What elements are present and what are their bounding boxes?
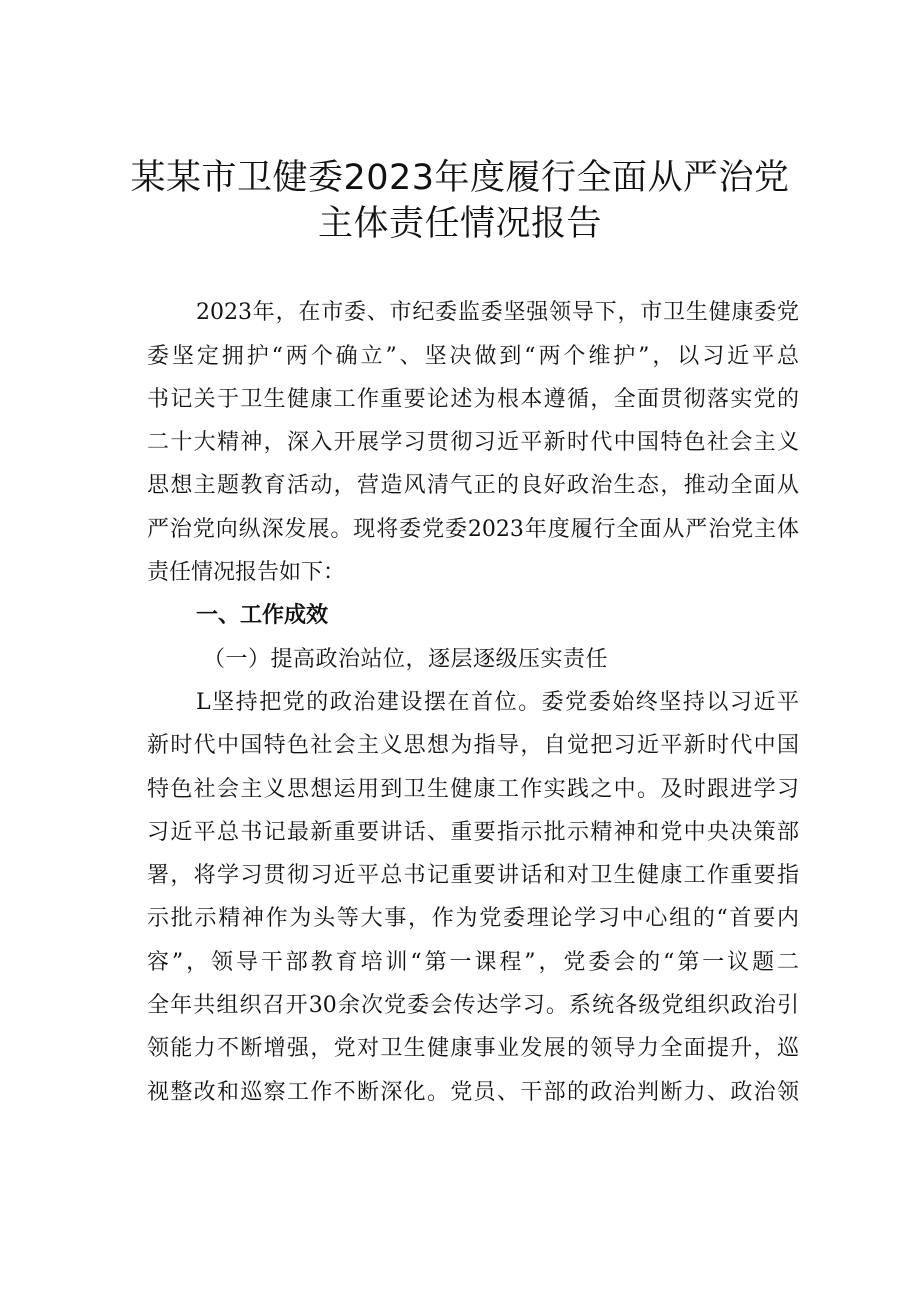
subsection-heading-political-stance: （一）提高政治站位，逐层逐级压实责任 [203, 647, 609, 672]
body-line: 示批示精神作为头等大事，作为党委理论学习中心组的“首要内 [147, 906, 799, 931]
body-line: L坚持把党的政治建设摆在首位。委党委始终坚持以习近平 [196, 690, 799, 715]
intro-line: 严治党向纵深发展。现将委党委2023年度履行全面从严治党主体 [147, 517, 799, 542]
body-line: 署，将学习贯彻习近平总书记重要讲话和对卫生健康工作重要指 [147, 863, 799, 888]
intro-line: 2023年，在市委、市纪委监委坚强领导下，市卫生健康委党 [196, 300, 799, 325]
body-line: 视整改和巡察工作不断深化。党员、干部的政治判断力、政治领 [147, 1080, 799, 1105]
body-line: 习近平总书记最新重要讲话、重要指示批示精神和党中央决策部 [147, 820, 799, 845]
intro-line: 责任情况报告如下： [147, 560, 346, 585]
document-title-line-2: 主体责任情况报告 [317, 204, 602, 244]
section-heading-work-results: 一、工作成效 [196, 603, 329, 628]
document-title-line-1: 某某市卫健委2023年度履行全面从严治党 [130, 158, 790, 198]
intro-line: 委坚定拥护“两个确立”、坚决做到“两个维护”，以习近平总 [147, 344, 799, 369]
body-line: 领能力不断增强，党对卫生健康事业发展的领导力全面提升，巡 [147, 1036, 799, 1061]
intro-line: 书记关于卫生健康工作重要论述为根本遵循，全面贯彻落实党的 [147, 387, 799, 412]
body-line: 特色社会主义思想运用到卫生健康工作实践之中。及时跟进学习 [147, 777, 799, 802]
body-line: 新时代中国特色社会主义思想为指导，自觉把习近平新时代中国 [147, 733, 799, 758]
body-line: 全年共组织召开30余次党委会传达学习。系统各级党组织政治引 [147, 993, 799, 1018]
body-line: 容”，领导干部教育培训“第一课程”，党委会的“第一议题二 [147, 950, 799, 975]
intro-line: 思想主题教育活动，营造风清气正的良好政治生态，推动全面从 [147, 473, 799, 498]
intro-line: 二十大精神，深入开展学习贯彻习近平新时代中国特色社会主义 [147, 430, 799, 455]
